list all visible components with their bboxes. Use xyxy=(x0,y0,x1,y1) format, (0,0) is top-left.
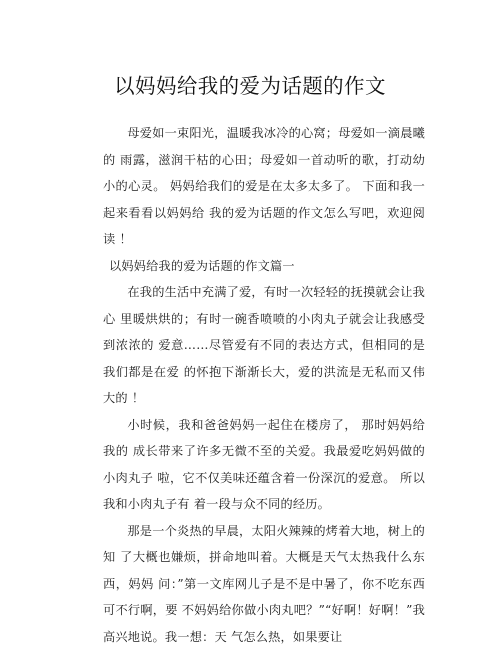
document-body xyxy=(103,120,425,650)
body-paragraph: 在我的生活中充满了爱，有时一次轻轻的抚摸就会让我心 里暖烘烘的；有时一碗香喷喷的小肉丸子就会让我感受到浓浓的 爱意……尽管爱有不同的表达方式，但相同的是我们都是在爱 的怀抱下渐渐长大，爱的洪流是无私而又伟大的 ！ xyxy=(103,279,425,412)
body-paragraph: 小时候，我和爸爸妈妈一起住在楼房了， 那时妈妈给我的 成长带来了许多无微不至的关爱。我最爱吃妈妈做的小肉丸子 啦，它不仅美味还蕴含着一份深沉的爱意。 所以我和小肉丸子有 着一段与众不同的经历。 xyxy=(103,412,425,518)
section-heading: 以妈妈给我的爱为话题的作文篇一 xyxy=(103,253,425,280)
body-paragraph: 那是一个炎热的早晨，太阳火辣辣的烤着大地，树上的知 了大概也嫌烦，拼命地叫着。大概是天气太热我什么东西，妈妈 问：”第一文库网儿子是不是中暑了，你不吃东西可不行啊，要 不妈妈给你做小肉丸吧？”“好啊！好啊！”我高兴地说。我一想：天 气怎么热，如果要让 xyxy=(103,518,425,650)
document-title: 以妈妈给我的爱为话题的作文 xyxy=(0,72,500,100)
intro-paragraph: 母爱如一束阳光，温暖我冰冷的心窝；母爱如一滴晨曦的 雨露，滋润干枯的心田；母爱如一首动听的歌，打动幼小的心灵。 妈妈给我们的爱是在太多太多了。 下面和我一起来看看以妈妈给 我的爱为话题的作文怎么写吧，欢迎阅读 ！ xyxy=(103,120,425,253)
